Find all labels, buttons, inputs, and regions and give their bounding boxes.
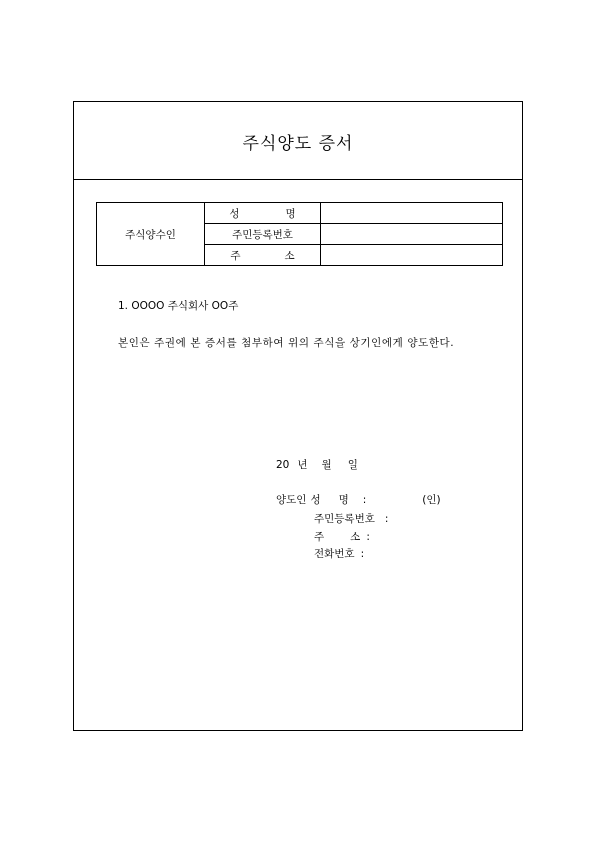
date-line [276, 457, 358, 472]
signer-rrn-line [314, 511, 388, 526]
signer-name-label-first: 성 [310, 494, 321, 506]
address-label [205, 245, 321, 266]
signer-name-colon: : [362, 494, 367, 506]
signer-phone-label: 전화번호 [314, 548, 355, 560]
seal-mark: (인) [422, 494, 441, 506]
address-value-cell[interactable] [321, 245, 503, 266]
rrn-label: 주민등록번호 [205, 224, 321, 245]
name-label-first: 성 [229, 207, 240, 220]
date-year-prefix: 20 [276, 459, 290, 471]
signer-address-line [314, 529, 370, 544]
document-title: 주식양도 증서 [242, 134, 354, 154]
signer-phone-line [314, 546, 364, 561]
transferee-header: 주식양수인 [97, 203, 205, 266]
signer-name-line [276, 492, 441, 507]
transferee-table [96, 202, 503, 266]
address-label-first: 주 [230, 249, 241, 262]
signer-phone-colon: : [360, 548, 365, 560]
document-frame [73, 101, 523, 731]
signer-role: 양도인 [276, 494, 307, 506]
table-row [97, 203, 503, 224]
share-item: 1. OOOO 주식회사 OO주 [118, 300, 239, 312]
name-label-second: 명 [285, 207, 296, 220]
name-label [205, 203, 321, 224]
signer-address-colon: : [366, 531, 370, 543]
rrn-value-cell[interactable] [321, 224, 503, 245]
signer-rrn-colon: : [384, 513, 389, 525]
signer-rrn-label: 주민등록번호 [314, 513, 375, 525]
signer-address-label-first: 주 [314, 531, 325, 543]
signer-address-label-second: 소 [350, 531, 361, 543]
date-year: 년 [297, 459, 308, 471]
signer-name-label-second: 명 [338, 494, 349, 506]
address-label-second: 소 [284, 249, 295, 262]
transfer-statement: 본인은 주권에 본 증서를 첨부하여 위의 주식을 상기인에게 양도한다. [118, 337, 455, 349]
title-divider [74, 179, 522, 180]
date-month: 월 [321, 459, 332, 471]
date-day: 일 [347, 459, 358, 471]
name-value-cell[interactable] [321, 203, 503, 224]
